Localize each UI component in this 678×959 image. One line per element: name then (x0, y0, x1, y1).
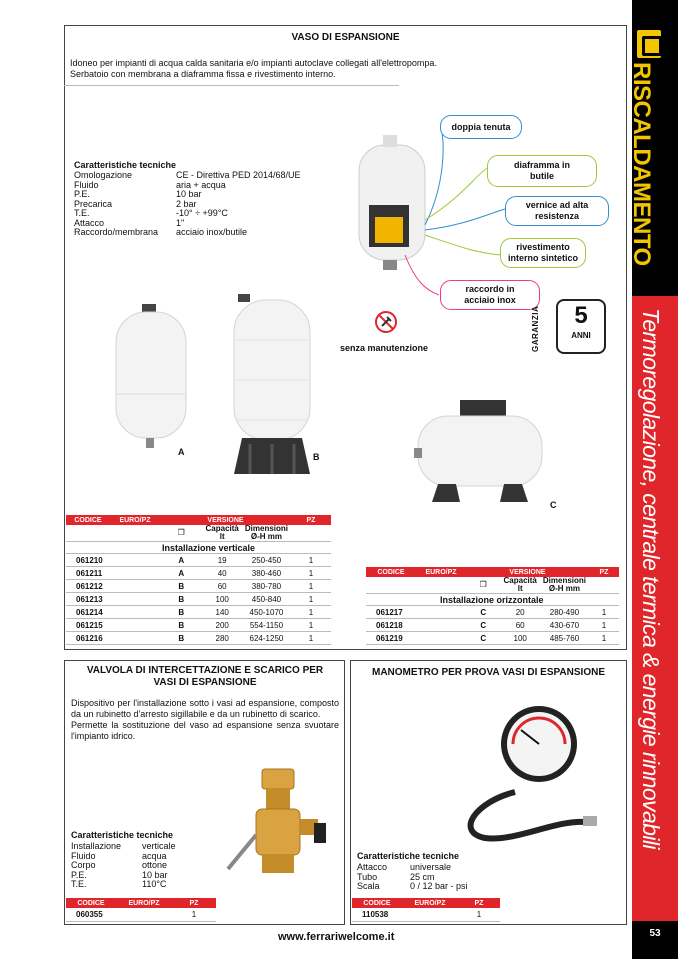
col-code: CODICE (366, 567, 416, 577)
spec-key: Fluido (71, 850, 96, 861)
spec-key: Corpo (71, 860, 96, 870)
table-row (366, 606, 619, 619)
spec-value: 0 / 12 bar - psi (410, 881, 468, 891)
manometro-spec-keys (357, 863, 387, 892)
table-row (66, 580, 331, 593)
row-pz: 1 (589, 619, 619, 632)
col-pz: PZ (291, 515, 331, 525)
valvola-desc-line: Permette la sostituzione del vaso ad espansione senza svuotare l'impianto idrico. (71, 720, 339, 741)
row-cap: 60 (501, 619, 540, 632)
gauge-image (455, 702, 605, 842)
row-pz: 1 (589, 606, 619, 619)
row-code: 061212 (66, 580, 110, 593)
row-ver: C (466, 632, 501, 645)
row-pz: 1 (291, 593, 331, 606)
row-code: 060355 (66, 908, 116, 921)
sub-dimensions: Dimensioni Ø-H mm (242, 525, 291, 542)
table-row (66, 606, 331, 619)
col-euro: EURO/PZ (416, 567, 466, 577)
spec-value: 10 bar (176, 189, 202, 199)
valve-image (222, 765, 332, 885)
spec-value: acqua (142, 850, 167, 861)
col-euro: EURO/PZ (402, 898, 458, 908)
spec-value: 10 bar (142, 869, 168, 880)
row-price (416, 632, 466, 645)
sub-capacity: Capacità lt (501, 577, 540, 594)
valvola-spec-title: Caratteristiche tecniche (71, 830, 174, 840)
table-row (66, 632, 331, 645)
table-row (366, 619, 619, 632)
row-pz: 1 (291, 554, 331, 567)
valvola-table (66, 898, 216, 922)
callout-raccordo: raccordo in acciaio inox (440, 280, 540, 310)
vaso-spec-title: Caratteristiche tecniche (74, 160, 177, 170)
no-maintenance-label: senza manutenzione (340, 343, 429, 353)
tank-a-label: A (178, 447, 185, 457)
row-pz: 1 (589, 632, 619, 645)
box-icon: ❐ (466, 577, 501, 594)
row-dim: 250-450 (242, 554, 291, 567)
row-code: 061215 (66, 619, 110, 632)
table-row (66, 908, 216, 921)
table-row (66, 593, 331, 606)
tank-a-image (112, 302, 192, 450)
table-row (66, 554, 331, 567)
spec-value: -10° ÷ +99°C (176, 208, 228, 218)
row-price (110, 606, 160, 619)
row-pz: 1 (291, 567, 331, 580)
sub-dimensions: Dimensioni Ø-H mm (540, 577, 589, 594)
row-dim: 430-670 (540, 619, 589, 632)
spec-value: universale (410, 862, 452, 872)
row-code: 061219 (366, 632, 416, 645)
valvola-spec-values (142, 842, 176, 890)
side-bar-bottom (632, 921, 678, 959)
col-version: VERSIONE (160, 515, 291, 525)
row-pz: 1 (291, 632, 331, 645)
row-ver: B (160, 580, 203, 593)
row-cap: 40 (203, 567, 242, 580)
vaso-spec-keys (74, 171, 158, 238)
guarantee-label: GARANZIA (531, 305, 540, 352)
spec-key: Raccordo/membrana (74, 227, 159, 237)
guarantee-badge (556, 299, 606, 354)
row-cap: 20 (501, 606, 540, 619)
no-maintenance-icon (374, 310, 398, 334)
valvola-description (71, 698, 339, 742)
table-row (66, 567, 331, 580)
row-dim: 380-780 (242, 580, 291, 593)
spec-value: verticale (142, 841, 176, 851)
spec-key: Installazione (71, 841, 122, 851)
row-code: 110538 (352, 908, 402, 921)
col-code: CODICE (66, 898, 116, 908)
row-code: 061218 (366, 619, 416, 632)
row-cap: 100 (203, 593, 242, 606)
row-pz: 1 (458, 908, 500, 921)
callout-rivestimento: rivestimento interno sintetico (500, 238, 586, 268)
row-dim: 450-840 (242, 593, 291, 606)
tank-c-label: C (550, 500, 557, 510)
spec-key: Scala (357, 881, 380, 891)
callout-vernice: vernice ad alta resistenza (505, 196, 609, 226)
row-ver: C (466, 606, 501, 619)
page-number: 53 (649, 928, 661, 939)
group-vertical: Installazione verticale (110, 542, 331, 554)
row-cap: 19 (203, 554, 242, 567)
valvola-desc-line: Dispositivo per l'installazione sotto i vasi ad espansione, composto da un rubinetto d'arresto sigillabile e da un rubinetto di scarico. (71, 698, 339, 719)
row-cap: 60 (203, 580, 242, 593)
row-dim: 624-1250 (242, 632, 291, 645)
row-code: 061217 (366, 606, 416, 619)
row-cap: 100 (501, 632, 540, 645)
row-dim: 450-1070 (242, 606, 291, 619)
vaso-title: VASO DI ESPANSIONE (291, 32, 400, 43)
row-price (110, 632, 160, 645)
row-cap: 280 (203, 632, 242, 645)
subsection-title: Termoregolazione, centrale termica & energie rinnovabili (638, 308, 664, 849)
table-row (352, 908, 500, 921)
table-row (366, 632, 619, 645)
row-code: 061214 (66, 606, 110, 619)
spec-value: 25 cm (410, 871, 435, 882)
horizontal-table (366, 567, 619, 645)
valvola-spec-keys (71, 842, 121, 890)
row-cap: 140 (203, 606, 242, 619)
spec-key: Attacco (357, 862, 388, 872)
tank-b-image (230, 292, 314, 480)
vertical-table (66, 515, 331, 645)
spec-key: Omologazione (74, 170, 133, 180)
callout-doppia-tenuta: doppia tenuta (440, 115, 522, 139)
manometro-spec-values (410, 863, 468, 892)
row-price (416, 619, 466, 632)
spec-key: P.E. (74, 189, 90, 199)
row-ver: B (160, 619, 203, 632)
row-ver: A (160, 554, 203, 567)
row-pz: 1 (291, 580, 331, 593)
col-euro: EURO/PZ (116, 898, 172, 908)
col-pz: PZ (172, 898, 216, 908)
row-ver: C (466, 619, 501, 632)
row-dim: 485-760 (540, 632, 589, 645)
row-dim: 554-1150 (242, 619, 291, 632)
spec-key: Tubo (357, 871, 378, 882)
row-code: 061213 (66, 593, 110, 606)
col-pz: PZ (458, 898, 500, 908)
spec-value: aria + acqua (176, 179, 226, 190)
row-ver: A (160, 567, 203, 580)
row-ver: B (160, 593, 203, 606)
spec-value: 1" (176, 217, 185, 228)
col-code: CODICE (66, 515, 110, 525)
spec-key: T.E. (74, 208, 90, 218)
col-pz: PZ (589, 567, 619, 577)
spec-value: 2 bar (176, 198, 197, 209)
divider (64, 85, 399, 86)
callout-diaframma: diaframma in butile (487, 155, 597, 187)
spec-value: ottone (142, 860, 168, 870)
spec-key: Attacco (74, 217, 105, 228)
row-pz: 1 (172, 908, 216, 921)
manometro-table (352, 898, 500, 922)
guarantee-years: 5 (574, 302, 588, 329)
radiator-icon (637, 30, 661, 58)
valvola-title: VALVOLA DI INTERCETTAZIONE E SCARICO PER VASI DI ESPANSIONE (86, 665, 324, 688)
row-code: 061210 (66, 554, 110, 567)
box-icon: ❐ (160, 525, 203, 542)
tank-c-image (412, 398, 546, 506)
row-ver: B (160, 632, 203, 645)
sub-capacity: Capacità lt (203, 525, 242, 542)
spec-value: acciaio inox/butile (176, 227, 248, 237)
spec-key: Precarica (74, 198, 113, 209)
row-dim: 380-460 (242, 567, 291, 580)
spec-key: P.E. (71, 869, 87, 880)
manometro-title: MANOMETRO PER PROVA VASI DI ESPANSIONE (372, 667, 605, 678)
row-cap: 200 (203, 619, 242, 632)
col-version: VERSIONE (466, 567, 589, 577)
row-ver: B (160, 606, 203, 619)
row-price (110, 619, 160, 632)
row-pz: 1 (291, 619, 331, 632)
row-price (110, 580, 160, 593)
vaso-desc-line: Serbatoio con membrana a diaframma fissa e rivestimento interno. (70, 69, 336, 79)
vaso-spec-values (176, 171, 301, 238)
table-row (66, 619, 331, 632)
row-price (110, 593, 160, 606)
row-dim: 280-490 (540, 606, 589, 619)
spec-key: T.E. (71, 879, 87, 889)
spec-key: Fluido (74, 179, 99, 190)
section-title: RISCALDAMENTO (628, 62, 655, 266)
footer-url[interactable]: www.ferrariwelcome.it (278, 931, 395, 943)
group-horizontal: Installazione orizzontale (416, 594, 619, 606)
row-price (110, 567, 160, 580)
spec-value: CE - Direttiva PED 2014/68/UE (176, 170, 301, 180)
col-euro: EURO/PZ (110, 515, 160, 525)
vaso-desc-line: Idoneo per impianti di acqua calda sanitaria e/o impianti autoclave collegati all'elettropompa. (70, 58, 437, 68)
manometro-spec-title: Caratteristiche tecniche (357, 851, 460, 861)
tank-b-label: B (313, 452, 320, 462)
row-pz: 1 (291, 606, 331, 619)
row-price (110, 554, 160, 567)
row-code: 061216 (66, 632, 110, 645)
vaso-description (70, 58, 437, 80)
col-code: CODICE (352, 898, 402, 908)
spec-value: 110°C (142, 879, 167, 889)
row-code: 061211 (66, 567, 110, 580)
row-price (416, 606, 466, 619)
guarantee-unit: ANNI (571, 331, 591, 340)
